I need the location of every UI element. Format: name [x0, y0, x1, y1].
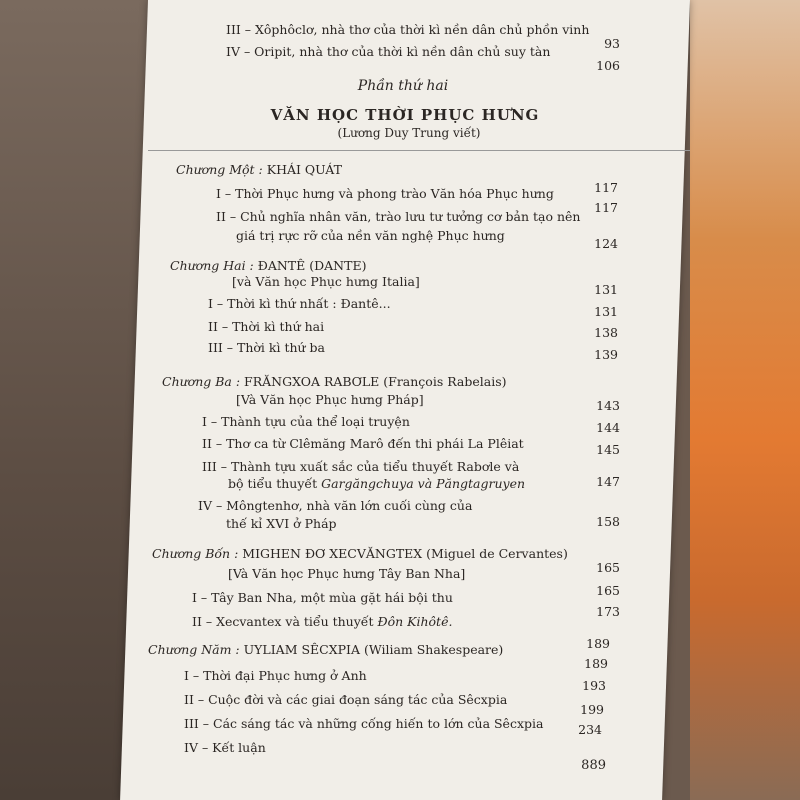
- page-number: 193: [582, 678, 606, 693]
- toc-entry: II – Thơ ca từ Clêmăng Marô đến thi phái La Plêiat: [202, 436, 524, 451]
- page-number: 199: [580, 702, 604, 717]
- background-right: [690, 0, 800, 800]
- page-number: 158: [596, 514, 620, 529]
- toc-entry: [228, 476, 525, 491]
- page-number: 131: [594, 304, 618, 319]
- toc-entry: III – Thời kì thứ ba: [208, 340, 325, 355]
- chapter-label: Chương Hai :: [170, 258, 254, 273]
- toc-entry: II – Chủ nghĩa nhân văn, trào lưu tư tưởng cơ bản tạo nên: [216, 209, 581, 224]
- page-number: 131: [594, 282, 618, 297]
- toc-content: [148, 0, 690, 800]
- toc-entry: I – Thời đại Phục hưng ở Anh: [184, 668, 367, 683]
- chapter-label: Chương Bốn :: [152, 546, 239, 561]
- chapter-title: ĐANTÊ (DANTE): [257, 258, 367, 273]
- page-number: 165: [596, 560, 620, 575]
- chapter-label: Chương Một :: [176, 162, 263, 177]
- toc-entry-text: bộ tiểu thuyết: [228, 476, 318, 491]
- toc-entry: II – Cuộc đời và các giai đoạn sáng tác của Sêcxpia: [184, 692, 508, 707]
- page-number: 143: [596, 398, 620, 413]
- toc-entry: IV – Kết luận: [184, 740, 266, 755]
- toc-entry: giá trị rực rỡ của nền văn nghệ Phục hưng: [236, 228, 505, 243]
- chapter-title: UYLIAM SÊCXPIA (Wiliam Shakespeare): [243, 642, 504, 657]
- part-author: (Lương Duy Trung viết): [337, 126, 481, 140]
- chapter-subtitle: [Và Văn học Phục hưng Pháp]: [236, 392, 424, 407]
- chapter-subtitle: [Và Văn học Phục hưng Tây Ban Nha]: [228, 566, 466, 581]
- toc-entry-text: II – Xecvantex và tiểu thuyết: [192, 614, 374, 629]
- toc-entry: I – Tây Ban Nha, một mùa gặt hái bội thu: [192, 590, 453, 605]
- divider: [148, 150, 690, 151]
- book-title: Gargăngchuya và Păngtagruyen: [321, 476, 526, 491]
- chapter-heading: [152, 546, 568, 561]
- chapter-title: KHÁI QUÁT: [266, 162, 342, 177]
- chapter-heading: [162, 374, 507, 389]
- chapter-title: FRĂNGXOA RABƠLE (François Rabelais): [244, 374, 507, 389]
- page-number: 117: [594, 200, 618, 215]
- page-number: 106: [596, 58, 620, 73]
- toc-entry: I – Thời Phục hưng và phong trào Văn hóa Phục hưng: [216, 186, 554, 201]
- page-number: 145: [596, 442, 620, 457]
- page-number: 139: [594, 347, 618, 362]
- toc-entry: I – Thành tựu của thể loại truyện: [202, 414, 410, 429]
- chapter-heading: [176, 162, 342, 177]
- toc-entry: I – Thời kì thứ nhất : Đantê...: [208, 296, 391, 311]
- toc-entry: IV – Môngtenhơ, nhà văn lớn cuối cùng của: [198, 498, 473, 513]
- page-number: 189: [586, 636, 610, 651]
- page-number: 117: [594, 180, 618, 195]
- part-title: VĂN HỌC THỜI PHỤC HƯNG: [270, 106, 540, 124]
- chapter-label: Chương Ba :: [162, 374, 241, 389]
- toc-entry: thế kỉ XVI ở Pháp: [226, 516, 337, 531]
- part-label: Phần thứ hai: [357, 78, 449, 94]
- page-number: 173: [596, 604, 620, 619]
- toc-entry: II – Thời kì thứ hai: [208, 319, 325, 334]
- chapter-heading: [170, 258, 366, 273]
- toc-entry: [192, 614, 452, 629]
- page-number: 138: [594, 325, 618, 340]
- chapter-heading: [148, 642, 503, 657]
- toc-entry: IV – Oripit, nhà thơ của thời kì nền dân chủ suy tàn: [226, 44, 551, 59]
- footer-page-number: 889: [581, 758, 606, 773]
- page-number: 93: [604, 36, 620, 51]
- page-number: 124: [594, 236, 618, 251]
- chapter-subtitle: [và Văn học Phục hưng Italia]: [232, 274, 420, 289]
- book-page: [120, 0, 690, 800]
- page-number: 189: [584, 656, 608, 671]
- toc-entry: III – Xôphôclơ, nhà thơ của thời kì nền dân chủ phồn vinh: [226, 22, 590, 37]
- page-number: 144: [596, 420, 620, 435]
- chapter-title: MIGHEN ĐƠ XECVĂNGTEX (Miguel de Cervantes): [242, 546, 568, 561]
- toc-entry: III – Thành tựu xuất sắc của tiểu thuyết Rabơle và: [202, 459, 520, 474]
- toc-entry: III – Các sáng tác và những cống hiến to lớn của Sêcxpia: [184, 716, 544, 731]
- chapter-label: Chương Năm :: [148, 642, 240, 657]
- page-number: 165: [596, 583, 620, 598]
- book-title: Đôn Kihôtê.: [377, 614, 453, 629]
- page-number: 234: [578, 722, 602, 737]
- page-number: 147: [596, 474, 620, 489]
